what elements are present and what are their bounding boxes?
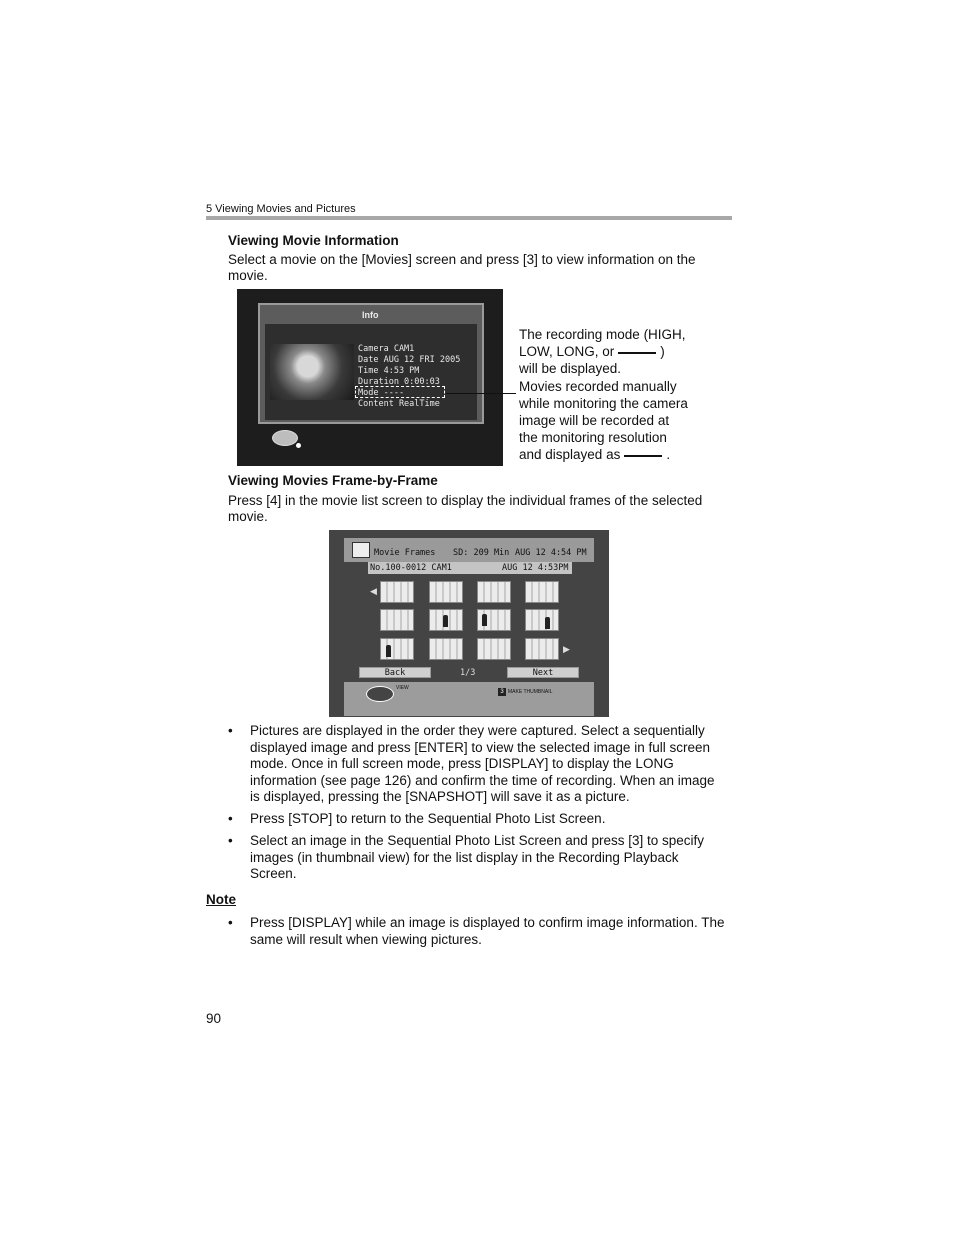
note-heading: Note: [206, 892, 236, 907]
bullet-line: images (in thumbnail view) for the list display in the Recording Playback: [250, 849, 679, 865]
callout-line: will be displayed.: [519, 361, 622, 377]
info-row-camera: Camera CAM1: [358, 344, 415, 354]
callout-line: [519, 343, 688, 360]
chapter-header: 5 Viewing Movies and Pictures: [206, 203, 356, 215]
callout-line-part: ): [660, 344, 665, 360]
bullet-line: displayed image and press [ENTER] to view the selected image in full screen: [250, 739, 710, 755]
info-title: Info: [362, 310, 379, 320]
note-line: same will result when viewing pictures.: [250, 931, 482, 947]
frame-thumbnail[interactable]: [477, 581, 511, 603]
bullet-line: Select an image in the Sequential Photo List Screen and press [3] to specify: [250, 833, 705, 848]
bullet-glyph: •: [228, 833, 233, 848]
info-row-duration: Duration 0:00:03: [358, 377, 440, 387]
callout-line-part: .: [666, 447, 671, 463]
frame-thumbnail[interactable]: [525, 581, 559, 603]
bullet-text: [250, 833, 704, 883]
frame-thumbnail[interactable]: [380, 581, 414, 603]
blank-mark: [624, 455, 662, 457]
mode-highlight-box: [355, 386, 445, 398]
bullet-line: information (see page 126) and confirm the time of recording. When an image: [250, 772, 715, 788]
callout-line-part: and displayed as: [519, 447, 621, 463]
view-label: VIEW: [396, 685, 409, 691]
bullet-glyph: •: [228, 723, 233, 738]
callout-line: image will be recorded at: [519, 413, 670, 429]
dpad-icon: [272, 430, 298, 446]
page-number: 90: [206, 1011, 222, 1026]
info-row-content: Content RealTime: [358, 399, 440, 409]
bullet-text: [250, 723, 715, 806]
callout-line: the monitoring resolution: [519, 430, 667, 446]
indicator-dot-icon: [296, 443, 301, 448]
bullet-line: Screen.: [250, 866, 297, 881]
header-rule: [206, 216, 732, 220]
bullet-text: [250, 811, 605, 828]
sd-remaining: SD: 209 Min: [453, 548, 510, 558]
section-heading-movie-info: Viewing Movie Information: [228, 233, 399, 248]
bullet-line: is displayed, pressing the [SNAPSHOT] will save it as a picture.: [250, 789, 630, 804]
callout-text: [519, 326, 688, 464]
frame-thumbnail[interactable]: [525, 609, 559, 631]
movie-thumbnail: [270, 344, 354, 400]
person-figure-icon: [482, 614, 487, 626]
frame-thumbnail[interactable]: [477, 638, 511, 660]
info-row-mode: Mode ----: [358, 388, 405, 398]
right-arrow-icon: ▶: [563, 644, 570, 654]
callout-line: The recording mode (HIGH,: [519, 327, 686, 342]
next-button[interactable]: Next: [507, 667, 579, 678]
bullet-glyph: •: [228, 811, 233, 826]
make-thumbnail-label: MAKE THUMBNAIL: [508, 689, 553, 695]
current-datetime: AUG 12 4:54 PM: [515, 548, 587, 558]
bullet-glyph: •: [228, 915, 233, 930]
blank-mark: [618, 352, 656, 354]
person-figure-icon: [443, 615, 448, 627]
file-time: AUG 12 4:53PM: [502, 563, 569, 573]
frame-thumbnail[interactable]: [380, 609, 414, 631]
section-body-line: Press [4] in the movie list screen to display the individual frames of the selected: [228, 493, 703, 508]
key-3-icon: 3: [498, 688, 506, 696]
bullet-line: Pictures are displayed in the order they were captured. Select a sequentially: [250, 723, 705, 738]
callout-leader-line: [446, 393, 516, 394]
frame-thumbnail[interactable]: [525, 638, 559, 660]
section-heading-frame-by-frame: Viewing Movies Frame-by-Frame: [228, 473, 438, 488]
section-body-line: movie.: [228, 268, 268, 283]
note-text: [250, 915, 724, 948]
bullet-line: Press [STOP] to return to the Sequential Photo List Screen.: [250, 811, 606, 826]
callout-line-part: LOW, LONG, or: [519, 344, 615, 360]
section-body-line: Select a movie on the [Movies] screen and press [3] to view information on the: [228, 252, 696, 267]
callout-line: Movies recorded manually: [519, 378, 677, 394]
film-icon: [352, 542, 370, 558]
callout-line: while monitoring the camera: [519, 395, 688, 411]
back-button[interactable]: Back: [359, 667, 431, 678]
info-row-date: Date AUG 12 FRI 2005: [358, 355, 461, 365]
frame-thumbnail[interactable]: [429, 581, 463, 603]
callout-line: [519, 446, 688, 463]
file-number: No.100-0012 CAM1: [370, 563, 452, 573]
dpad-icon: [366, 686, 394, 702]
frame-thumbnail[interactable]: [429, 638, 463, 660]
person-figure-icon: [386, 645, 391, 657]
page-indicator: 1/3: [460, 668, 476, 678]
movie-frames-title: Movie Frames: [374, 548, 436, 558]
left-arrow-icon: ◀: [370, 586, 377, 596]
person-figure-icon: [545, 617, 550, 629]
section-body-line: movie.: [228, 509, 268, 524]
bullet-line: mode. Once in full screen mode, press [DISPLAY] to display the LONG: [250, 756, 674, 771]
info-row-time: Time 4:53 PM: [358, 366, 420, 376]
note-line: Press [DISPLAY] while an image is displayed to confirm image information. The: [250, 915, 725, 930]
